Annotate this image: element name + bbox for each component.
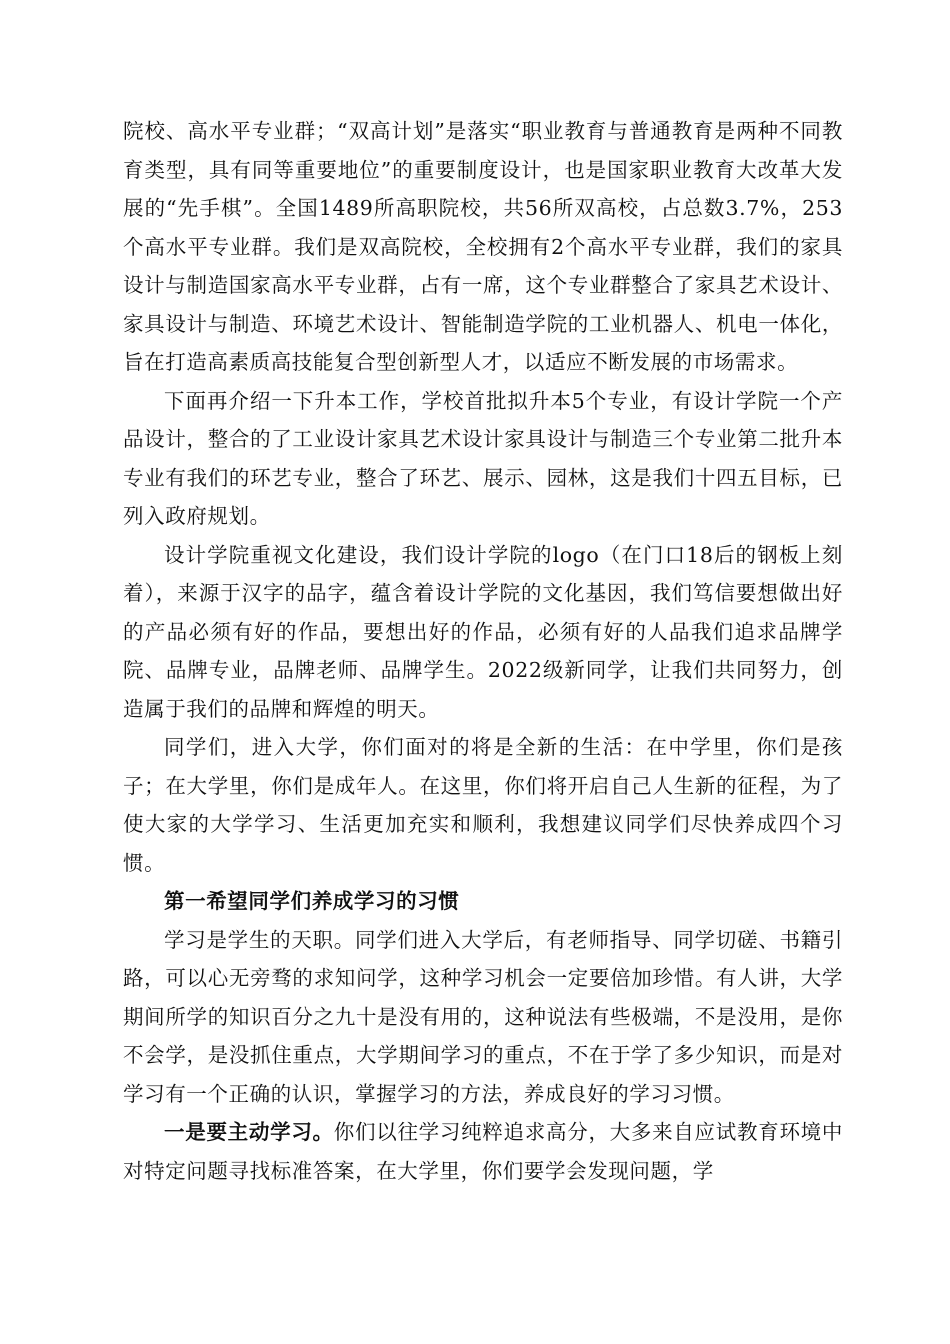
section-heading-study-habit: 第一希望同学们养成学习的习惯 [164, 889, 460, 913]
paragraph-upgrade-undergrad: 下面再介绍一下升本工作，学校首批拟升本5个专业，有设计学院一个产品设计，整合的了工业设计家具艺术设计家具设计与制造三个专业第二批升本专业有我们的环艺专业，整合了环艺、展示、园林，这是我们十四五目标，已列入政府规划。 [123, 388, 843, 528]
active-learning-lead: 一是要主动学习。 [164, 1120, 334, 1144]
active-learning-text: 你们以往学习纯粹追求高分，大多来自应试教育环境中对特定问题寻找标准答案，在大学里，你们要学会发现问题，学 [123, 1120, 843, 1183]
document-body [123, 112, 843, 1190]
paragraph-study-duty: 学习是学生的天职。同学们进入大学后，有老师指导、同学切磋、书籍引路，可以心无旁骛的求知问学，这种学习机会一定要倍加珍惜。有人讲，大学期间所学的知识百分之九十是没有用的，这种说法有些极端，不是没用，是你不会学，是没抓住重点，大学期间学习的重点，不在于学了多少知识，而是对学习有一个正确的认识，掌握学习的方法，养成良好的学习习惯。 [123, 927, 843, 1106]
paragraph-four-habits: 同学们，进入大学，你们面对的将是全新的生活：在中学里，你们是孩子；在大学里，你们是成年人。在这里，你们将开启自己人生新的征程，为了使大家的大学学习、生活更加充实和顺利，我想建议同学们尽快养成四个习惯。 [123, 735, 843, 875]
paragraph-culture-building: 设计学院重视文化建设，我们设计学院的logo（在门口18后的钢板上刻着），来源于汉字的品字，蕴含着设计学院的文化基因，我们笃信要想做出好的产品必须有好的作品，要想出好的作品，必须有好的人品我们追求品牌学院、品牌专业，品牌老师、品牌学生。2022级新同学，让我们共同努力，创造属于我们的品牌和辉煌的明天。 [123, 542, 843, 721]
paragraph-double-high-plan: 院校、高水平专业群；“双高计划”是落实“职业教育与普通教育是两种不同教育类型，具有同等重要地位”的重要制度设计，也是国家职业教育大改革大发展的“先手棋”。全国1489所高职院校，共56所双高校，占总数3.7%，253个高水平专业群。我们是双高院校，全校拥有2个高水平专业群，我们的家具设计与制造国家高水平专业群，占有一席，这个专业群整合了家具艺术设计、家具设计与制造、环境艺术设计、智能制造学院的工业机器人、机电一体化，旨在打造高素质高技能复合型创新型人才，以适应不断发展的市场需求。 [123, 119, 843, 374]
paragraph-active-learning [123, 1113, 843, 1190]
